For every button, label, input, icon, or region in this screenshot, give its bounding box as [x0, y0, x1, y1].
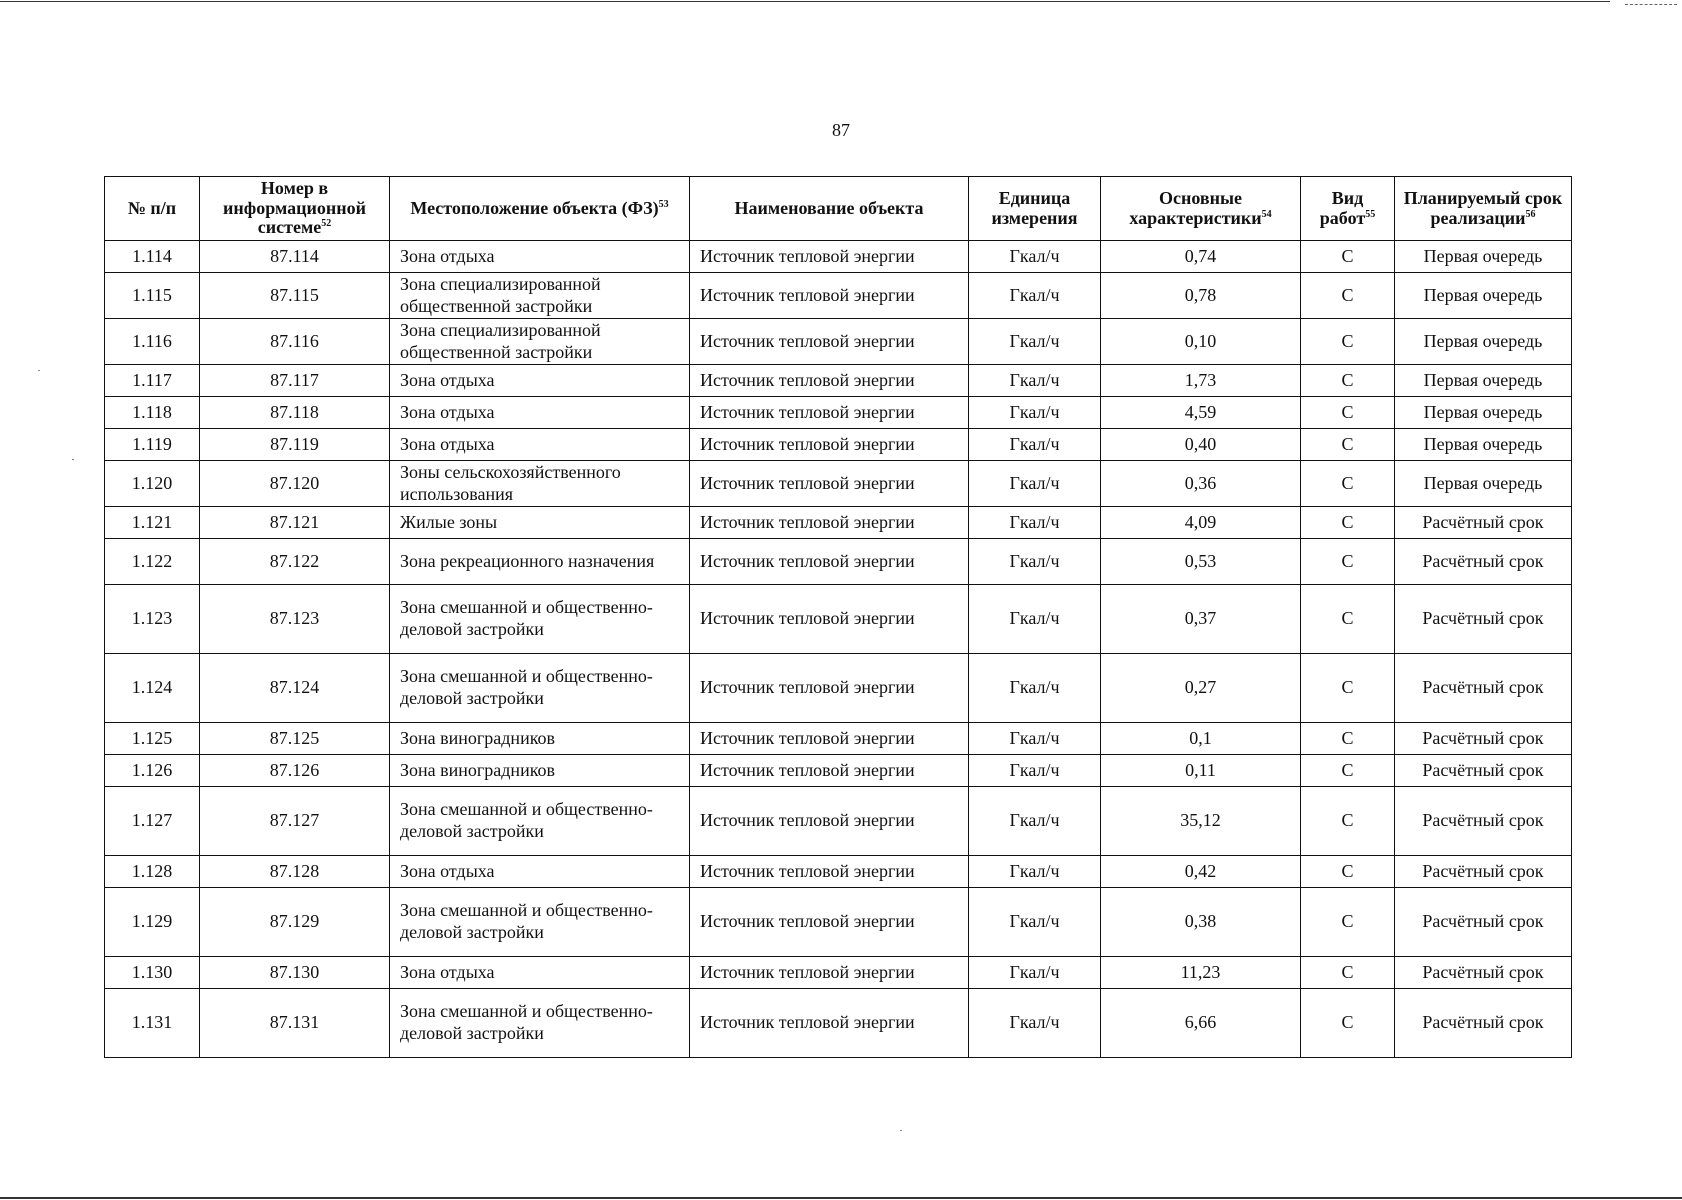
table-row — [105, 319, 1572, 365]
cell-location: Зона специализированной общественной застройки — [390, 319, 690, 365]
cell-unit: Гкал/ч — [969, 273, 1101, 319]
cell-work: С — [1301, 654, 1395, 723]
cell-work: С — [1301, 539, 1395, 585]
footnote-ref: 54 — [1261, 208, 1272, 220]
cell-work: С — [1301, 957, 1395, 989]
cell-num: 1.114 — [105, 241, 200, 273]
cell-name: Источник тепловой энергии — [690, 787, 969, 856]
cell-value: 0,1 — [1101, 723, 1301, 755]
cell-num: 1.122 — [105, 539, 200, 585]
cell-sys-num: 87.114 — [200, 241, 390, 273]
cell-term: Расчётный срок — [1395, 787, 1572, 856]
cell-value: 0,38 — [1101, 888, 1301, 957]
cell-num: 1.127 — [105, 787, 200, 856]
table-row — [105, 241, 1572, 273]
cell-value: 0,78 — [1101, 273, 1301, 319]
cell-location: Зона отдыха — [390, 365, 690, 397]
cell-value: 0,27 — [1101, 654, 1301, 723]
cell-location: Зоны сельскохозяйственного использования — [390, 461, 690, 507]
cell-value: 0,42 — [1101, 856, 1301, 888]
cell-unit: Гкал/ч — [969, 319, 1101, 365]
cell-name: Источник тепловой энергии — [690, 397, 969, 429]
cell-num: 1.117 — [105, 365, 200, 397]
cell-unit: Гкал/ч — [969, 507, 1101, 539]
footnote-ref: 52 — [321, 218, 332, 230]
cell-location: Зона специализированной общественной застройки — [390, 273, 690, 319]
cell-term: Расчётный срок — [1395, 856, 1572, 888]
cell-value: 0,53 — [1101, 539, 1301, 585]
cell-value: 4,09 — [1101, 507, 1301, 539]
cell-work: С — [1301, 585, 1395, 654]
cell-num: 1.120 — [105, 461, 200, 507]
cell-work: С — [1301, 273, 1395, 319]
cell-name: Источник тепловой энергии — [690, 888, 969, 957]
footnote-ref: 53 — [658, 198, 669, 210]
header-work-type: Вид работ$^{55}$ — [1301, 177, 1395, 241]
objects-table — [104, 176, 1572, 1058]
cell-work: С — [1301, 755, 1395, 787]
cell-num: 1.131 — [105, 989, 200, 1058]
table-row — [105, 654, 1572, 723]
page-number: 87 — [832, 120, 850, 140]
table-row — [105, 273, 1572, 319]
table-row — [105, 888, 1572, 957]
cell-name: Источник тепловой энергии — [690, 319, 969, 365]
cell-sys-num: 87.130 — [200, 957, 390, 989]
cell-name: Источник тепловой энергии — [690, 461, 969, 507]
cell-value: 35,12 — [1101, 787, 1301, 856]
cell-term: Расчётный срок — [1395, 585, 1572, 654]
cell-location: Зона смешанной и общественно-деловой застройки — [390, 989, 690, 1058]
cell-location: Зона смешанной и общественно-деловой застройки — [390, 888, 690, 957]
cell-name: Источник тепловой энергии — [690, 957, 969, 989]
cell-sys-num: 87.123 — [200, 585, 390, 654]
cell-location: Зона отдыха — [390, 957, 690, 989]
header-location: Местоположение объекта (ФЗ)$^{53}$ — [390, 177, 690, 241]
cell-term: Расчётный срок — [1395, 989, 1572, 1058]
cell-location: Зона смешанной и общественно-деловой застройки — [390, 787, 690, 856]
cell-sys-num: 87.118 — [200, 397, 390, 429]
cell-unit: Гкал/ч — [969, 461, 1101, 507]
cell-location: Зона отдыха — [390, 856, 690, 888]
cell-sys-num: 87.128 — [200, 856, 390, 888]
table-row — [105, 429, 1572, 461]
cell-name: Источник тепловой энергии — [690, 654, 969, 723]
cell-unit: Гкал/ч — [969, 397, 1101, 429]
scan-speck — [38, 370, 40, 371]
cell-sys-num: 87.126 — [200, 755, 390, 787]
cell-location: Зона отдыха — [390, 241, 690, 273]
cell-location: Зона смешанной и общественно-деловой застройки — [390, 585, 690, 654]
cell-work: С — [1301, 507, 1395, 539]
cell-num: 1.116 — [105, 319, 200, 365]
cell-term: Первая очередь — [1395, 241, 1572, 273]
cell-term: Расчётный срок — [1395, 654, 1572, 723]
cell-name: Источник тепловой энергии — [690, 755, 969, 787]
cell-term: Расчётный срок — [1395, 539, 1572, 585]
header-sys-num: Номер в информационной системе$^{52}$ — [200, 177, 390, 241]
cell-num: 1.124 — [105, 654, 200, 723]
cell-work: С — [1301, 461, 1395, 507]
cell-unit: Гкал/ч — [969, 989, 1101, 1058]
cell-name: Источник тепловой энергии — [690, 365, 969, 397]
cell-work: С — [1301, 856, 1395, 888]
cell-sys-num: 87.127 — [200, 787, 390, 856]
table-row — [105, 539, 1572, 585]
cell-sys-num: 87.115 — [200, 273, 390, 319]
table-row — [105, 989, 1572, 1058]
table-row — [105, 507, 1572, 539]
cell-name: Источник тепловой энергии — [690, 723, 969, 755]
cell-name: Источник тепловой энергии — [690, 273, 969, 319]
cell-name: Источник тепловой энергии — [690, 241, 969, 273]
cell-term: Расчётный срок — [1395, 507, 1572, 539]
cell-num: 1.130 — [105, 957, 200, 989]
cell-value: 11,23 — [1101, 957, 1301, 989]
scan-top-edge-dash — [1625, 4, 1677, 5]
cell-unit: Гкал/ч — [969, 429, 1101, 461]
cell-value: 0,74 — [1101, 241, 1301, 273]
header-unit: Единица измерения — [969, 177, 1101, 241]
cell-location: Зона рекреационного назначения — [390, 539, 690, 585]
cell-work: С — [1301, 429, 1395, 461]
cell-unit: Гкал/ч — [969, 856, 1101, 888]
cell-sys-num: 87.119 — [200, 429, 390, 461]
cell-name: Источник тепловой энергии — [690, 429, 969, 461]
cell-term: Первая очередь — [1395, 365, 1572, 397]
scan-speck — [72, 459, 74, 460]
cell-num: 1.123 — [105, 585, 200, 654]
cell-name: Источник тепловой энергии — [690, 585, 969, 654]
cell-location: Зона смешанной и общественно-деловой застройки — [390, 654, 690, 723]
table-row — [105, 723, 1572, 755]
cell-name: Источник тепловой энергии — [690, 507, 969, 539]
cell-name: Источник тепловой энергии — [690, 856, 969, 888]
cell-unit: Гкал/ч — [969, 755, 1101, 787]
cell-location: Жилые зоны — [390, 507, 690, 539]
cell-work: С — [1301, 319, 1395, 365]
table-row — [105, 957, 1572, 989]
cell-num: 1.115 — [105, 273, 200, 319]
table-header-row — [105, 177, 1572, 241]
cell-sys-num: 87.125 — [200, 723, 390, 755]
cell-value: 1,73 — [1101, 365, 1301, 397]
cell-name: Источник тепловой энергии — [690, 989, 969, 1058]
cell-num: 1.129 — [105, 888, 200, 957]
header-characteristics: Основные характеристики$^{54}$ — [1101, 177, 1301, 241]
cell-unit: Гкал/ч — [969, 888, 1101, 957]
cell-num: 1.128 — [105, 856, 200, 888]
cell-work: С — [1301, 787, 1395, 856]
header-term: Планируемый срок реализации$^{56}$ — [1395, 177, 1572, 241]
cell-term: Первая очередь — [1395, 273, 1572, 319]
header-num: № п/п — [105, 177, 200, 241]
cell-term: Первая очередь — [1395, 319, 1572, 365]
cell-unit: Гкал/ч — [969, 723, 1101, 755]
header-name: Наименование объекта — [690, 177, 969, 241]
cell-value: 4,59 — [1101, 397, 1301, 429]
cell-unit: Гкал/ч — [969, 539, 1101, 585]
cell-num: 1.121 — [105, 507, 200, 539]
cell-unit: Гкал/ч — [969, 957, 1101, 989]
cell-location: Зона виноградников — [390, 755, 690, 787]
cell-unit: Гкал/ч — [969, 787, 1101, 856]
cell-sys-num: 87.117 — [200, 365, 390, 397]
cell-num: 1.119 — [105, 429, 200, 461]
table-row — [105, 585, 1572, 654]
cell-value: 0,10 — [1101, 319, 1301, 365]
cell-sys-num: 87.129 — [200, 888, 390, 957]
table-row — [105, 397, 1572, 429]
cell-term: Первая очередь — [1395, 429, 1572, 461]
table-row — [105, 787, 1572, 856]
cell-work: С — [1301, 723, 1395, 755]
scan-speck — [900, 1130, 902, 1131]
cell-sys-num: 87.120 — [200, 461, 390, 507]
cell-work: С — [1301, 989, 1395, 1058]
scan-top-edge — [0, 1, 1610, 2]
footnote-ref: 55 — [1365, 208, 1376, 220]
cell-location: Зона отдыха — [390, 397, 690, 429]
cell-unit: Гкал/ч — [969, 241, 1101, 273]
table-row — [105, 461, 1572, 507]
cell-term: Первая очередь — [1395, 397, 1572, 429]
table-row — [105, 365, 1572, 397]
cell-sys-num: 87.124 — [200, 654, 390, 723]
cell-location: Зона отдыха — [390, 429, 690, 461]
cell-work: С — [1301, 241, 1395, 273]
cell-term: Расчётный срок — [1395, 755, 1572, 787]
cell-term: Первая очередь — [1395, 461, 1572, 507]
cell-unit: Гкал/ч — [969, 365, 1101, 397]
cell-name: Источник тепловой энергии — [690, 539, 969, 585]
cell-unit: Гкал/ч — [969, 585, 1101, 654]
cell-work: С — [1301, 365, 1395, 397]
cell-term: Расчётный срок — [1395, 957, 1572, 989]
footnote-ref: 56 — [1525, 208, 1536, 220]
scan-bottom-edge — [0, 1197, 1682, 1199]
cell-sys-num: 87.122 — [200, 539, 390, 585]
cell-work: С — [1301, 888, 1395, 957]
cell-sys-num: 87.131 — [200, 989, 390, 1058]
cell-num: 1.126 — [105, 755, 200, 787]
cell-value: 0,36 — [1101, 461, 1301, 507]
table-row — [105, 856, 1572, 888]
cell-sys-num: 87.116 — [200, 319, 390, 365]
cell-num: 1.125 — [105, 723, 200, 755]
cell-term: Расчётный срок — [1395, 723, 1572, 755]
cell-value: 6,66 — [1101, 989, 1301, 1058]
cell-value: 0,11 — [1101, 755, 1301, 787]
table-row — [105, 755, 1572, 787]
cell-value: 0,40 — [1101, 429, 1301, 461]
cell-location: Зона виноградников — [390, 723, 690, 755]
cell-work: С — [1301, 397, 1395, 429]
cell-num: 1.118 — [105, 397, 200, 429]
cell-sys-num: 87.121 — [200, 507, 390, 539]
cell-value: 0,37 — [1101, 585, 1301, 654]
cell-unit: Гкал/ч — [969, 654, 1101, 723]
cell-term: Расчётный срок — [1395, 888, 1572, 957]
